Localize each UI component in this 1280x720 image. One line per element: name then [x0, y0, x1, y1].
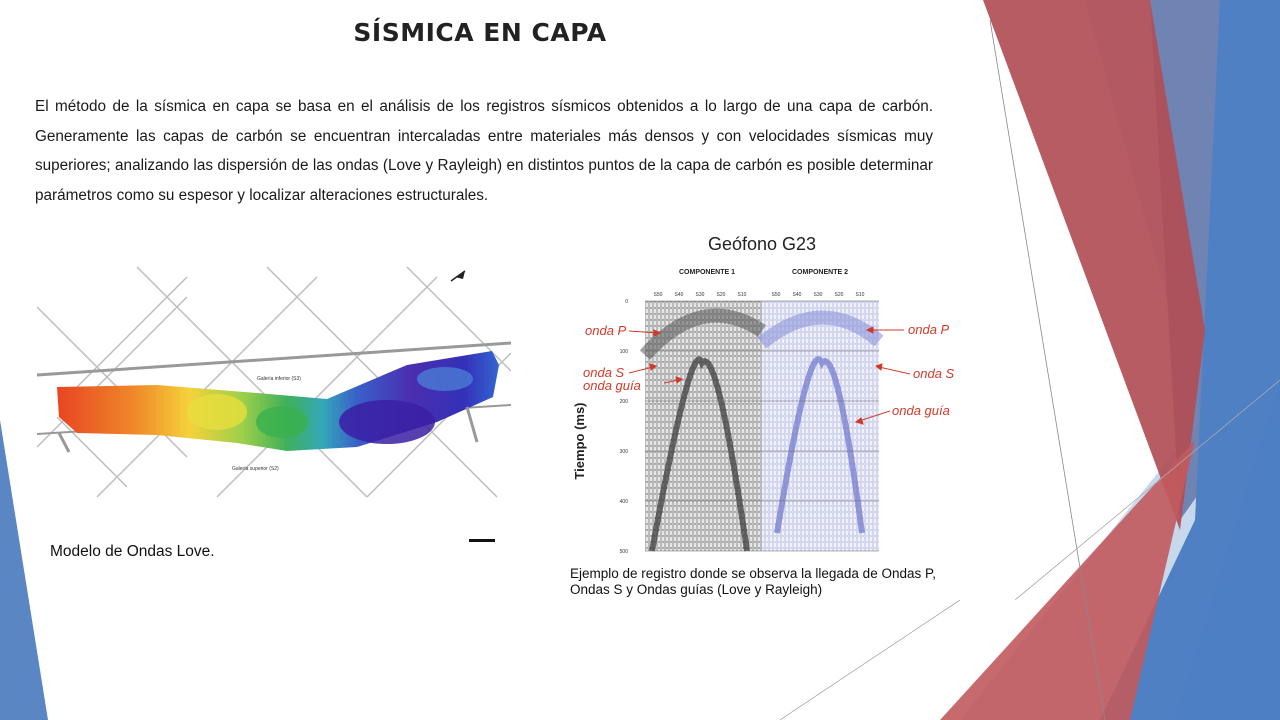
north-arrow-icon — [451, 271, 465, 281]
colormap-blob-lightblue — [417, 367, 473, 391]
red-top-band — [983, 0, 1205, 530]
onda-s-right-label: onda S — [913, 366, 954, 381]
component-2-label: COMPONENTE 2 — [791, 269, 849, 276]
station-label: S20 — [834, 292, 844, 298]
thin-line-3 — [1015, 380, 1280, 600]
slide-title: SÍSMICA EN CAPA — [353, 18, 607, 47]
gallery-stub-right — [467, 407, 477, 442]
y-tick-label: 400 — [619, 499, 628, 505]
y-tick-label: 300 — [619, 449, 628, 455]
colormap-blob-violet — [339, 400, 435, 444]
station-label: S40 — [674, 292, 684, 298]
station-label: S40 — [792, 292, 802, 298]
station-labels-component-1 — [654, 292, 747, 298]
colormap-blob-yellow — [187, 394, 247, 430]
red-bottom-band — [940, 440, 1195, 720]
y-axis-label: Tiempo (ms) — [572, 402, 587, 480]
slate-band — [1150, 0, 1280, 520]
station-labels-component-2 — [772, 292, 865, 298]
geophone-record-figure — [552, 233, 954, 557]
record-title: Geófono G23 — [707, 234, 817, 254]
thin-line-1 — [990, 20, 1105, 720]
blue-bottom-band — [1175, 380, 1280, 720]
y-tick-label: 100 — [619, 349, 628, 355]
onda-p-right-label: onda P — [908, 322, 950, 337]
blue-right-band — [1100, 0, 1280, 720]
y-tick-label: 200 — [619, 399, 628, 405]
thin-line-2 — [780, 600, 960, 720]
station-label: S30 — [813, 292, 823, 298]
love-wave-model-figure — [37, 247, 511, 563]
gallery-stub-left — [59, 433, 69, 452]
right-figure-caption: Ejemplo de registro donde se observa la llegada de Ondas P, Ondas S y Ondas guías (Love y Rayleigh) — [570, 566, 936, 597]
station-label: S50 — [653, 292, 663, 298]
onda-guia-right-label: onda guía — [892, 403, 950, 418]
gallery-top-label: Galería inferior (S3) — [257, 376, 301, 382]
onda-s-left-label: onda S — [583, 365, 625, 380]
y-tick-label: 0 — [625, 299, 628, 305]
onda-p-left-label: onda P — [585, 323, 627, 338]
y-tick-label: 500 — [619, 549, 628, 555]
station-label: S20 — [716, 292, 726, 298]
station-label: S10 — [737, 292, 747, 298]
gallery-bottom-label: Galería superior (S2) — [232, 466, 279, 472]
station-label: S50 — [771, 292, 781, 298]
light-blue-band — [960, 0, 1280, 720]
colormap-blob-green — [256, 406, 308, 438]
left-figure-caption: Modelo de Ondas Love. — [50, 543, 215, 560]
onda-guia-left-label: onda guía — [583, 378, 641, 393]
scale-bar-icon — [469, 539, 495, 542]
station-label: S30 — [695, 292, 705, 298]
station-label: S10 — [855, 292, 865, 298]
intro-paragraph: El método de la sísmica en capa se basa en el análisis de los registros sísmicos obtenidos a lo largo de una capa de carbón. Generamente las capas de carbón se encuentran intercaladas entre materiales más densos y con velocidades sísmicas muy superiores; analizando las dispersión de las ondas (Love y Rayleigh) en distintos puntos de la capa de carbón es posible determinar parámetros como su espesor y localizar alteraciones estructurales. — [35, 98, 933, 204]
component-1-label: COMPONENTE 1 — [678, 269, 736, 276]
